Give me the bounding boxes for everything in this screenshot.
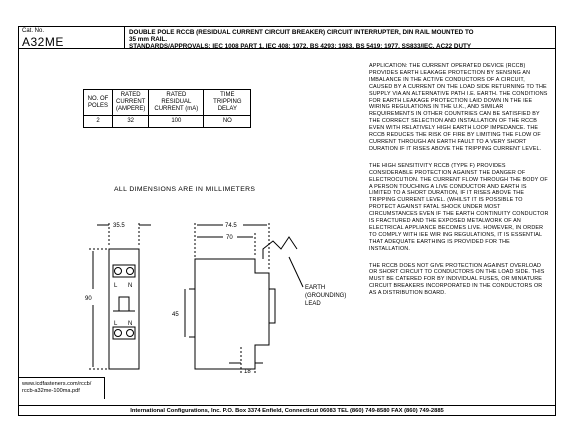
description-application: APPLICATION: THE CURRENT OPERATED DEVICE (RCCB) PROVIDES EARTH LEAKAGE PROTECTION BY SENSING AN IMBALANCE IN THE ACTIVE CONDUCTORS OF A CIRCUIT, CAUSED BY A CURRENT ON THE LOAD SIDE RETURNING TO THE SUPPLY VIA AN ALTERNATIVE PATH I.E. EARTH. THE CONDITIONS FOR EARTH LEAKAGE PROTECTION LAID DOWN IN THE IEE WIRING REGULATIONS IN THE U.K., AND SIMILAR REQUIREMENTS IN OTHER COUNTRIES CAN BE SATISFIED BY THE CORRECT SELECTION AND INSTALLATION OF THE RCCB EVEN WITH RELATIVELY HIGH EARTH LOOP IMPEDANCE. THE RCCB REDUCES THE RISK OF FIRE BY LIMITING THE FLOW OF CURRENT THROUGH AN EARTH FAULT TO A VERY SHORT DURATION IF IT RISES ABOVE THE TRIPPING CURRENT LEVEL.: [369, 63, 548, 152]
dim-rail: 45: [172, 312, 179, 318]
earth-label-3: LEAD: [305, 301, 321, 307]
title-line-3: STANDARDS/APPROVALS: IEC 1008 PART 1, IEC 408: 1972, BS 4293: 1983, BS 5419: 1977, SS833/IEC, AC22 DUTY: [129, 43, 472, 51]
label-N-bottom: N: [128, 321, 133, 327]
header-delay: TIME TRIPPING DELAY: [204, 90, 251, 116]
label-L-top: L: [114, 283, 118, 289]
label-N-top: N: [128, 283, 133, 289]
terminal-bottom-left: [115, 330, 122, 337]
footer-divider: [19, 405, 555, 406]
cell-delay: NO: [204, 116, 251, 128]
dim-front-height: 90: [85, 296, 92, 302]
dim-front-width: 35.5: [113, 223, 125, 229]
title-line-2: 35 mm RAIL.: [129, 36, 168, 44]
web-link-line-2[interactable]: rccb-a32me-100ma.pdf: [22, 388, 80, 394]
spec-sheet: [18, 26, 556, 416]
earth-lead-wire: [263, 237, 297, 259]
front-view: [89, 223, 151, 369]
cell-residual: 100: [149, 116, 204, 128]
cell-poles: 2: [84, 116, 113, 128]
terminal-bottom-right: [127, 330, 134, 337]
label-L-bottom: L: [114, 321, 118, 327]
terminal-top-right: [127, 268, 134, 275]
side-lever: [269, 289, 275, 323]
dimension-note: ALL DIMENSIONS ARE IN MILLIMETERS: [114, 186, 256, 193]
side-view: [185, 223, 303, 373]
terminal-top-left: [115, 268, 122, 275]
toggle-lever: [119, 297, 129, 311]
front-bottom-terminals: [113, 327, 135, 339]
earth-label-2: (GROUNDING): [305, 293, 347, 299]
side-body: [195, 259, 269, 369]
title-line-1: DOUBLE POLE RCCB (RESIDUAL CURRENT CIRCUIT BREAKER) CIRCUIT INTERRUPTER, DIN RAIL MOUNTED TO: [129, 29, 474, 36]
dim-side-depth: 70: [226, 235, 233, 241]
earth-leader: [289, 257, 303, 287]
front-top-terminals: [113, 265, 135, 277]
company-footer: International Configurations, Inc. P.O. Box 3374 Enfield, Connecticut 06083 TEL (860) 749-8580 FAX (860) 749-2885: [130, 408, 444, 414]
description-column: [369, 63, 549, 307]
web-link-line-1[interactable]: www.icdfasteners.com/rccb/: [22, 381, 92, 387]
earth-label-1: EARTH: [305, 285, 326, 291]
catalog-label: Cat. No.: [22, 28, 45, 34]
cell-current: 32: [113, 116, 149, 128]
description-sensitivity: THE HIGH SENSITIVITY RCCB (TYPE F) PROVIDES CONSIDERABLE PROTECTION AGAINST THE DANGER OF ELECTROCUTION. THE CURRENT FLOW THROUGH THE BODY OF A PERSON TOUCHING A LIVE CONDUCTOR AND EARTH IS LIMITED TO A SHORT DURATION, IF IT RISES ABOVE THE TRIPPING CURRENT LEVEL. (WHILST IT IS POSSIBLE TO PROTECT AGAINST FATAL SHOCK UNDER MOST CIRCUMSTANCES EVEN IF THE EARTH CONTINUITY CONDUCTOR IS FRACTURED AND THE EXPOSED METALWORK OF AN ELECTRICAL APPLIANCE BECOMES LIVE. HOWEVER, IN ORDER TO COMPLY WITH IEE WIR ING REGULATIONS, IT IS ESSENTIAL THAT ADEQUATE EARTHING IS PROVIDED FOR THE INSTALLATION.: [369, 162, 549, 252]
header-residual: RATED RESIDUAL CURRENT (mA): [149, 90, 204, 116]
description-limitations: THE RCCB DOES NOT GIVE PROTECTION AGAINST OVERLOAD OR SHORT CIRCUIT TO CONDUCTORS ON THE LOAD SIDE. THIS MUST BE CATERED FOR BY INDIVIDUAL FUSES, OR MINIATURE CIRCUIT BREAKERS INCORPORATED IN THE CONDUCTORS OR AS A DISTRIBUTION BOARD.: [369, 262, 545, 297]
dim-side-total: 74.5: [225, 223, 237, 229]
catalog-number: A32ME: [22, 35, 64, 49]
web-reference-box: [19, 377, 105, 399]
dim-bottom: 18: [244, 369, 251, 375]
header-current: RATED CURRENT (AMPERE): [113, 90, 149, 116]
header-poles: NO. OF POLES: [84, 90, 113, 116]
